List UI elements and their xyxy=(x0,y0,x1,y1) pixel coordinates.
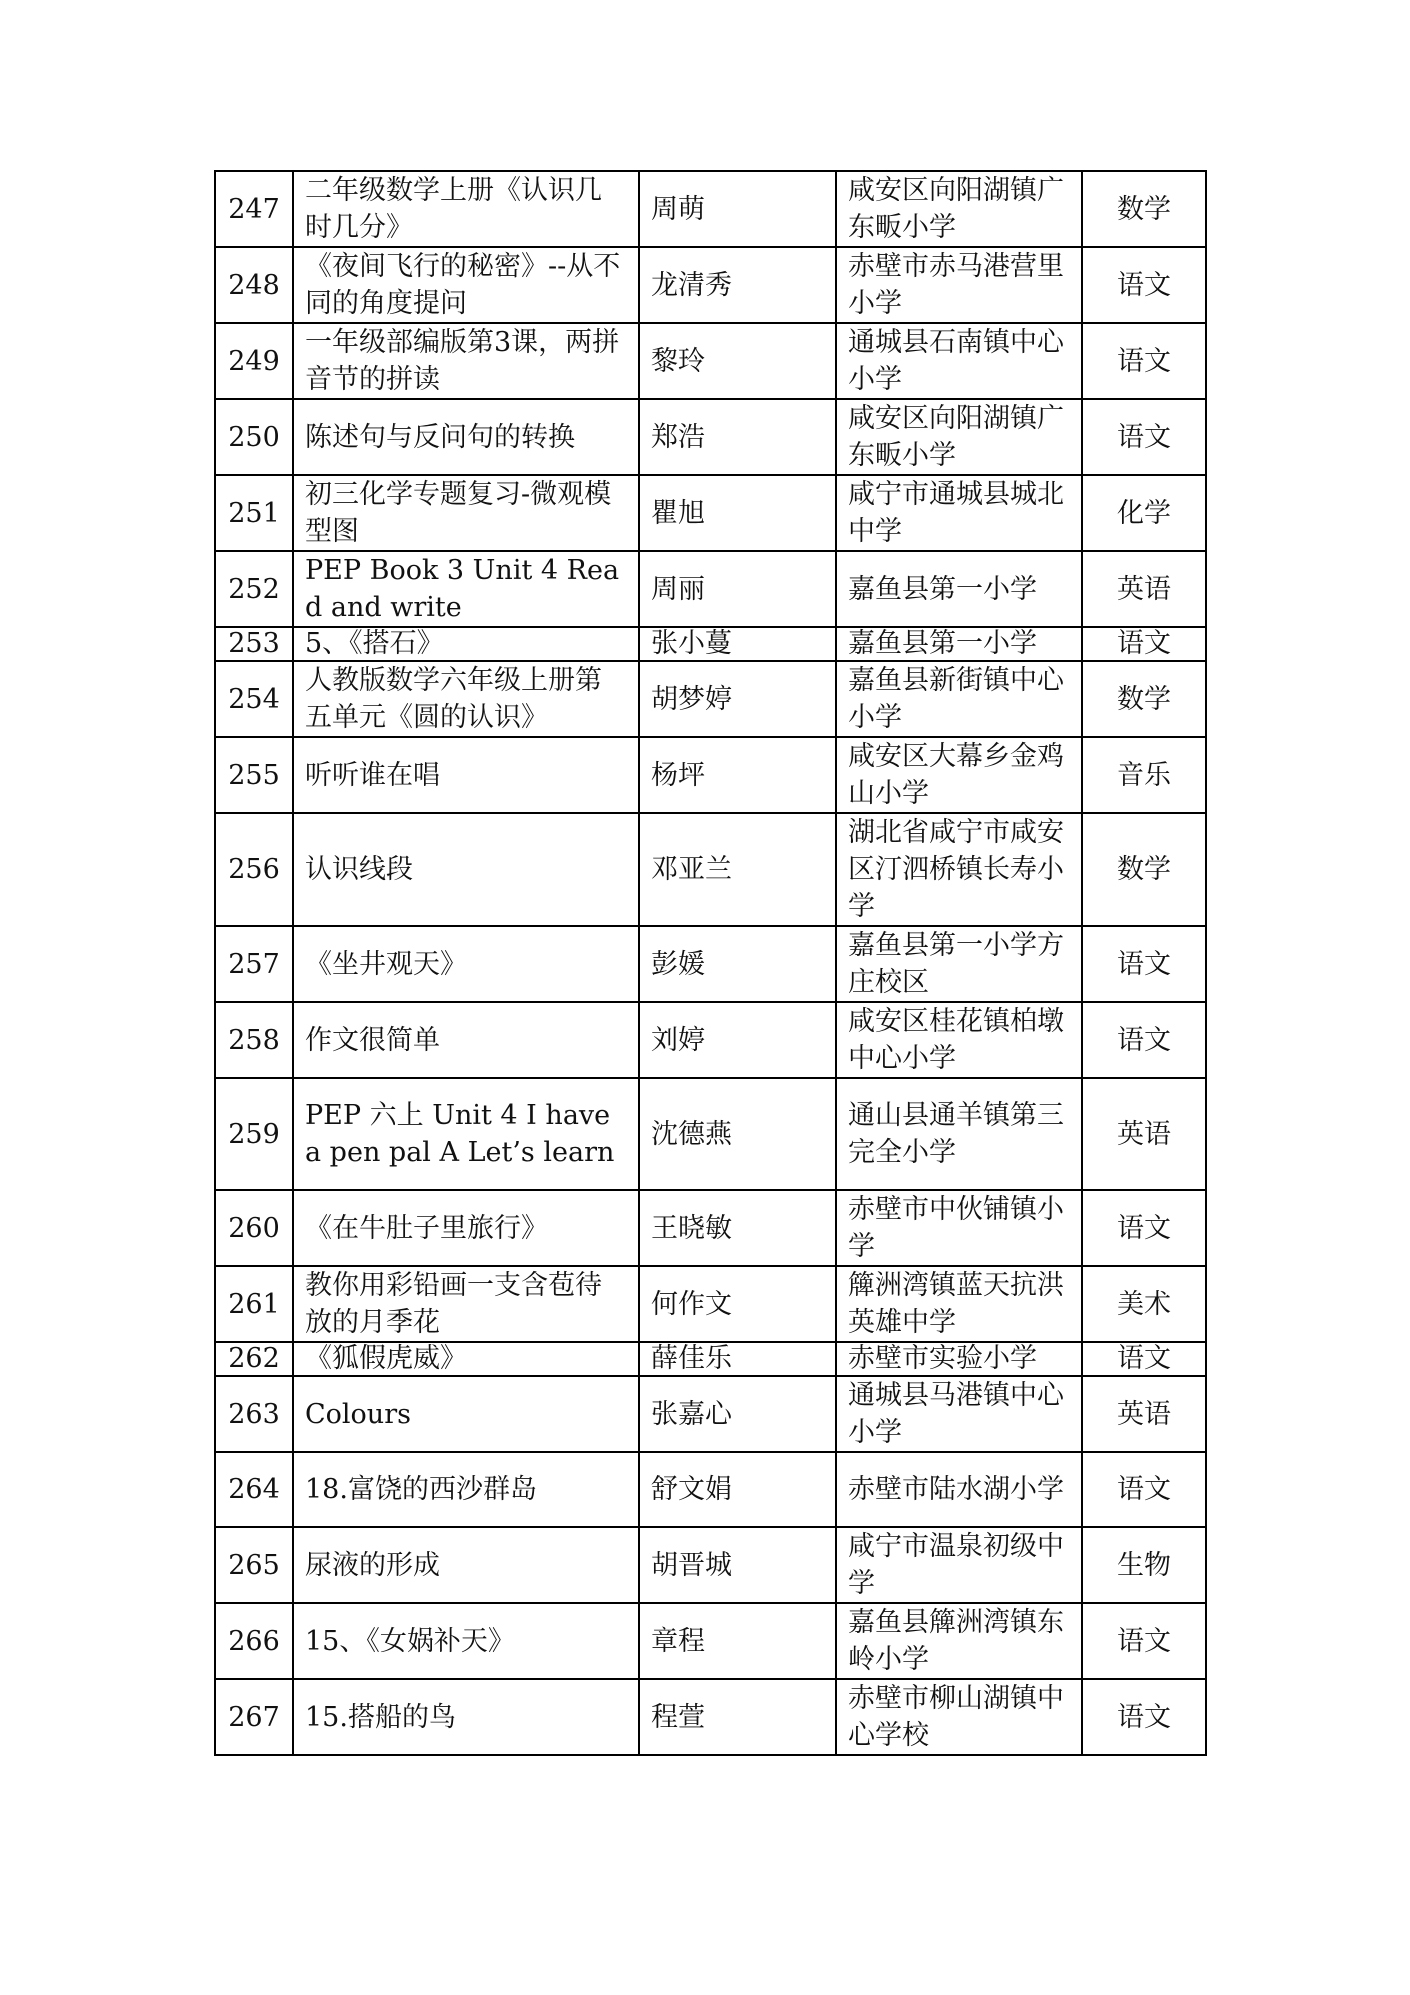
cell-teacher: 刘婷 xyxy=(639,1002,836,1078)
cell-teacher: 胡晋城 xyxy=(639,1527,836,1603)
cell-subject: 数学 xyxy=(1082,661,1206,737)
cell-school: 赤壁市赤马港营里小学 xyxy=(836,247,1082,323)
cell-lesson-title: 15.搭船的鸟 xyxy=(293,1679,639,1755)
cell-number: 249 xyxy=(215,323,293,399)
cell-number: 260 xyxy=(215,1190,293,1266)
cell-subject: 语文 xyxy=(1082,1190,1206,1266)
cell-school: 通城县石南镇中心小学 xyxy=(836,323,1082,399)
cell-lesson-title: 作文很简单 xyxy=(293,1002,639,1078)
table-row xyxy=(215,1376,1206,1452)
table-row xyxy=(215,1452,1206,1527)
cell-school: 嘉鱼县新街镇中心小学 xyxy=(836,661,1082,737)
table-row xyxy=(215,1190,1206,1266)
table-row xyxy=(215,551,1206,627)
cell-number: 261 xyxy=(215,1266,293,1342)
cell-school: 咸安区向阳湖镇广东畈小学 xyxy=(836,171,1082,247)
cell-school: 咸宁市温泉初级中学 xyxy=(836,1527,1082,1603)
cell-subject: 生物 xyxy=(1082,1527,1206,1603)
table-row xyxy=(215,737,1206,813)
cell-subject: 数学 xyxy=(1082,171,1206,247)
cell-number: 259 xyxy=(215,1078,293,1190)
table-row xyxy=(215,475,1206,551)
cell-teacher: 程萱 xyxy=(639,1679,836,1755)
cell-school: 赤壁市中伙铺镇小学 xyxy=(836,1190,1082,1266)
cell-teacher: 张嘉心 xyxy=(639,1376,836,1452)
table-row xyxy=(215,813,1206,926)
table-row xyxy=(215,399,1206,475)
lesson-table-body xyxy=(215,171,1206,1755)
cell-teacher: 舒文娟 xyxy=(639,1452,836,1527)
cell-number: 264 xyxy=(215,1452,293,1527)
table-row xyxy=(215,1078,1206,1190)
cell-teacher: 杨坪 xyxy=(639,737,836,813)
cell-number: 251 xyxy=(215,475,293,551)
cell-number: 252 xyxy=(215,551,293,627)
cell-subject: 美术 xyxy=(1082,1266,1206,1342)
cell-teacher: 周丽 xyxy=(639,551,836,627)
cell-lesson-title: 《狐假虎威》 xyxy=(293,1342,639,1376)
cell-school: 湖北省咸宁市咸安区汀泗桥镇长寿小学 xyxy=(836,813,1082,926)
table-row xyxy=(215,1342,1206,1376)
cell-subject: 语文 xyxy=(1082,627,1206,661)
cell-number: 248 xyxy=(215,247,293,323)
cell-lesson-title: 二年级数学上册《认识几时几分》 xyxy=(293,171,639,247)
cell-number: 263 xyxy=(215,1376,293,1452)
cell-teacher: 王晓敏 xyxy=(639,1190,836,1266)
cell-lesson-title: 《在牛肚子里旅行》 xyxy=(293,1190,639,1266)
cell-school: 赤壁市陆水湖小学 xyxy=(836,1452,1082,1527)
lesson-table xyxy=(214,170,1207,1756)
cell-subject: 语文 xyxy=(1082,1342,1206,1376)
cell-subject: 音乐 xyxy=(1082,737,1206,813)
cell-lesson-title: Colours xyxy=(293,1376,639,1452)
cell-teacher: 沈德燕 xyxy=(639,1078,836,1190)
cell-school: 嘉鱼县第一小学方庄校区 xyxy=(836,926,1082,1002)
cell-number: 255 xyxy=(215,737,293,813)
cell-number: 256 xyxy=(215,813,293,926)
cell-lesson-title: PEP Book 3 Unit 4 Read and write xyxy=(293,551,639,627)
cell-school: 咸安区大幕乡金鸡山小学 xyxy=(836,737,1082,813)
cell-lesson-title: 一年级部编版第3课，两拼音节的拼读 xyxy=(293,323,639,399)
cell-subject: 语文 xyxy=(1082,1002,1206,1078)
cell-subject: 语文 xyxy=(1082,399,1206,475)
cell-teacher: 郑浩 xyxy=(639,399,836,475)
cell-school: 赤壁市实验小学 xyxy=(836,1342,1082,1376)
table-row xyxy=(215,926,1206,1002)
cell-lesson-title: 认识线段 xyxy=(293,813,639,926)
cell-lesson-title: PEP 六上 Unit 4 I have a pen pal A Let’s learn xyxy=(293,1078,639,1190)
cell-number: 250 xyxy=(215,399,293,475)
cell-subject: 语文 xyxy=(1082,247,1206,323)
cell-subject: 语文 xyxy=(1082,1679,1206,1755)
cell-school: 嘉鱼县第一小学 xyxy=(836,627,1082,661)
cell-lesson-title: 18.富饶的西沙群岛 xyxy=(293,1452,639,1527)
cell-number: 257 xyxy=(215,926,293,1002)
table-row xyxy=(215,627,1206,661)
cell-school: 通城县马港镇中心小学 xyxy=(836,1376,1082,1452)
cell-subject: 英语 xyxy=(1082,551,1206,627)
cell-subject: 化学 xyxy=(1082,475,1206,551)
cell-subject: 语文 xyxy=(1082,926,1206,1002)
table-row xyxy=(215,1266,1206,1342)
cell-lesson-title: 陈述句与反问句的转换 xyxy=(293,399,639,475)
cell-number: 247 xyxy=(215,171,293,247)
table-row xyxy=(215,247,1206,323)
cell-school: 赤壁市柳山湖镇中心学校 xyxy=(836,1679,1082,1755)
cell-number: 266 xyxy=(215,1603,293,1679)
cell-lesson-title: 人教版数学六年级上册第五单元《圆的认识》 xyxy=(293,661,639,737)
cell-school: 簰洲湾镇蓝天抗洪英雄中学 xyxy=(836,1266,1082,1342)
cell-number: 262 xyxy=(215,1342,293,1376)
cell-school: 通山县通羊镇第三完全小学 xyxy=(836,1078,1082,1190)
cell-subject: 语文 xyxy=(1082,1452,1206,1527)
table-row xyxy=(215,1527,1206,1603)
cell-school: 嘉鱼县第一小学 xyxy=(836,551,1082,627)
cell-number: 254 xyxy=(215,661,293,737)
cell-number: 258 xyxy=(215,1002,293,1078)
cell-school: 咸安区向阳湖镇广东畈小学 xyxy=(836,399,1082,475)
table-row xyxy=(215,1002,1206,1078)
table-row xyxy=(215,661,1206,737)
cell-school: 咸宁市通城县城北中学 xyxy=(836,475,1082,551)
cell-teacher: 何作文 xyxy=(639,1266,836,1342)
cell-number: 267 xyxy=(215,1679,293,1755)
cell-number: 253 xyxy=(215,627,293,661)
cell-subject: 语文 xyxy=(1082,323,1206,399)
table-row xyxy=(215,323,1206,399)
cell-lesson-title: 《夜间飞行的秘密》--从不同的角度提问 xyxy=(293,247,639,323)
cell-lesson-title: 《坐井观天》 xyxy=(293,926,639,1002)
cell-teacher: 邓亚兰 xyxy=(639,813,836,926)
cell-subject: 英语 xyxy=(1082,1376,1206,1452)
cell-school: 嘉鱼县簰洲湾镇东岭小学 xyxy=(836,1603,1082,1679)
cell-teacher: 胡梦婷 xyxy=(639,661,836,737)
cell-teacher: 彭媛 xyxy=(639,926,836,1002)
cell-teacher: 龙清秀 xyxy=(639,247,836,323)
cell-school: 咸安区桂花镇柏墩中心小学 xyxy=(836,1002,1082,1078)
table-row xyxy=(215,1603,1206,1679)
cell-subject: 语文 xyxy=(1082,1603,1206,1679)
cell-lesson-title: 尿液的形成 xyxy=(293,1527,639,1603)
cell-teacher: 周萌 xyxy=(639,171,836,247)
table-row xyxy=(215,1679,1206,1755)
cell-teacher: 薛佳乐 xyxy=(639,1342,836,1376)
cell-lesson-title: 听听谁在唱 xyxy=(293,737,639,813)
cell-lesson-title: 5、《搭石》 xyxy=(293,627,639,661)
table-row xyxy=(215,171,1206,247)
cell-subject: 英语 xyxy=(1082,1078,1206,1190)
cell-teacher: 张小蔓 xyxy=(639,627,836,661)
cell-teacher: 瞿旭 xyxy=(639,475,836,551)
cell-lesson-title: 15、《女娲补天》 xyxy=(293,1603,639,1679)
cell-teacher: 章程 xyxy=(639,1603,836,1679)
cell-lesson-title: 初三化学专题复习-微观模型图 xyxy=(293,475,639,551)
cell-subject: 数学 xyxy=(1082,813,1206,926)
cell-teacher: 黎玲 xyxy=(639,323,836,399)
cell-lesson-title: 教你用彩铅画一支含苞待放的月季花 xyxy=(293,1266,639,1342)
cell-number: 265 xyxy=(215,1527,293,1603)
